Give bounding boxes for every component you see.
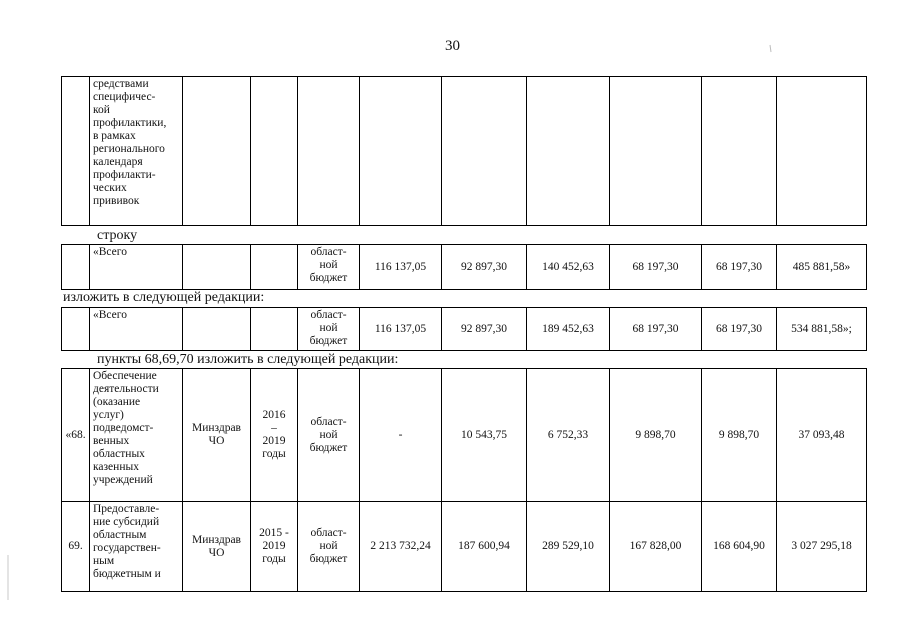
cell-num — [62, 77, 90, 226]
cell-period: 2015 - 2019 годы — [251, 502, 298, 592]
cell-value: 2 213 732,24 — [360, 502, 442, 592]
cell-num: «68. — [62, 369, 90, 502]
cell-value: 116 137,05 — [360, 245, 442, 290]
caption-line: изложить в следующей редакции: — [63, 290, 265, 305]
cell-description: средствами специфичес- кой профилактики, в рамках регионального календаря профилакти- ческих прививок — [90, 77, 183, 226]
cell-source: област- ной бюджет — [298, 308, 360, 351]
cell-executor: Минздрав ЧО — [183, 502, 251, 592]
period-end: 2019 годы — [262, 435, 286, 460]
cell-period — [251, 369, 298, 502]
cell-value: 68 197,30 — [702, 245, 777, 290]
cell-value — [702, 77, 777, 226]
cell-value — [360, 77, 442, 226]
cell-executor — [183, 77, 251, 226]
cell-executor — [183, 245, 251, 290]
cell-value: 37 093,48 — [777, 369, 867, 502]
cell-value: 10 543,75 — [442, 369, 527, 502]
cell-num — [62, 308, 90, 351]
cell-value: 92 897,30 — [442, 245, 527, 290]
cell-value — [442, 77, 527, 226]
cell-value: 289 529,10 — [527, 502, 610, 592]
table-total-old — [61, 244, 867, 290]
cell-value: 68 197,30 — [702, 308, 777, 351]
cell-executor — [183, 308, 251, 351]
cell-value: 168 604,90 — [702, 502, 777, 592]
cell-source: област- ной бюджет — [298, 502, 360, 592]
cell-value: 534 881,58»; — [777, 308, 867, 351]
cell-period — [251, 77, 298, 226]
table-continuation — [61, 76, 867, 226]
caption-line: строку — [97, 228, 138, 243]
cell-executor: Минздрав ЧО — [183, 369, 251, 502]
cell-value: - — [360, 369, 442, 502]
cell-value: 189 452,63 — [527, 308, 610, 351]
cell-source — [298, 77, 360, 226]
cell-value: 68 197,30 — [610, 308, 702, 351]
table-items — [61, 368, 867, 592]
cell-value — [610, 77, 702, 226]
cell-value: 9 898,70 — [702, 369, 777, 502]
page-number: 30 — [445, 38, 460, 54]
cell-value: 68 197,30 — [610, 245, 702, 290]
cell-value — [777, 77, 867, 226]
cell-value: 9 898,70 — [610, 369, 702, 502]
cell-description: Обеспечение деятельности (оказание услуг) подведомст- венных областных казенных учреждений — [90, 369, 183, 502]
cell-period — [251, 245, 298, 290]
caption-line: пункты 68,69,70 изложить в следующей редакции: — [97, 352, 399, 367]
cell-value — [527, 77, 610, 226]
period-dash: – — [271, 422, 277, 434]
cell-source: област- ной бюджет — [298, 369, 360, 502]
table-row — [62, 502, 867, 592]
cell-num: 69. — [62, 502, 90, 592]
cell-label: «Всего — [90, 308, 183, 351]
table-row — [62, 369, 867, 502]
cell-num — [62, 245, 90, 290]
cell-value: 3 027 295,18 — [777, 502, 867, 592]
cell-value: 6 752,33 — [527, 369, 610, 502]
cell-value: 92 897,30 — [442, 308, 527, 351]
cell-period — [251, 308, 298, 351]
period-start: 2016 — [262, 409, 286, 421]
cell-value: 140 452,63 — [527, 245, 610, 290]
cell-label: «Всего — [90, 245, 183, 290]
table-total-new — [61, 307, 867, 351]
cell-value: 485 881,58» — [777, 245, 867, 290]
cell-value: 167 828,00 — [610, 502, 702, 592]
cell-value: 116 137,05 — [360, 308, 442, 351]
cell-source: област- ной бюджет — [298, 245, 360, 290]
cell-description: Предоставле- ние субсидий областным государствен- ным бюджетным и — [90, 502, 183, 592]
cell-value: 187 600,94 — [442, 502, 527, 592]
